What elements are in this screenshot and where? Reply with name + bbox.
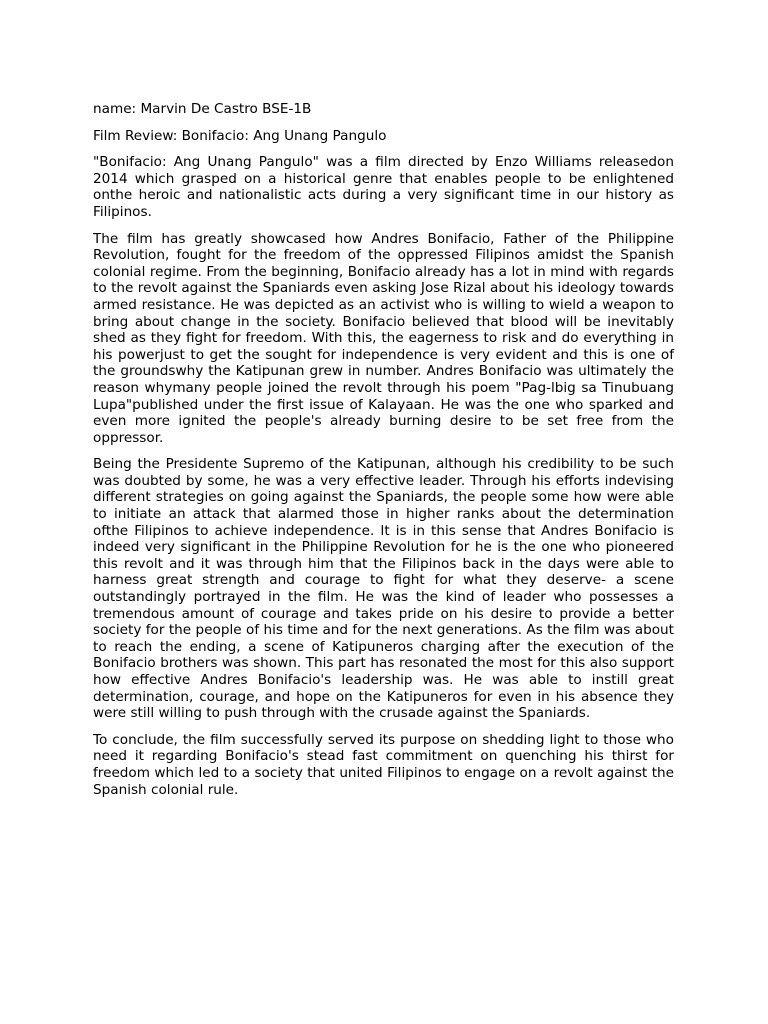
document-page bbox=[93, 101, 674, 798]
author-name-line: name: Marvin De Castro BSE-1B bbox=[93, 101, 312, 117]
paragraph-body-1: The film has greatly showcased how Andres Bonifacio, Father of the Philippine Revolution, fought for the freedom of the oppressed Filipinos amidst the Spanish colonial regime. From the beginning, Bonifacio already has a lot in mind with regards to the revolt against the Spaniards even asking Jose Rizal about his ideology towards armed resistance. He was depicted as an activist who is willing to wield a weapon to bring about change in the society. Bonifacio believed that blood will be inevitably shed as they fight for freedom. With this, the eagerness to risk and do everything in his powerjust to get the sought for independence is very evident and this is one of the groundswhy the Katipunan grew in number. Andres Bonifacio was ultimately the reason whymany people joined the revolt through his poem "Pag-lbig sa Tinubuang Lupa"published under the first issue of Kalayaan. He was the one who sparked and even more ignited the people's already burning desire to be set free from the oppressor. bbox=[93, 230, 674, 446]
paragraph-intro: "Bonifacio: Ang Unang Pangulo" was a film directed by Enzo Williams releasedon 2014 which grasped on a historical genre that enables people to be enlightened onthe heroic and nationalistic acts during a very significant time in our history as Filipinos. bbox=[93, 154, 674, 220]
paragraph-body-2: Being the Presidente Supremo of the Katipunan, although his credibility to be such was doubted by some, he was a very effective leader. Through his efforts indevising different strategies on going against the Spaniards, the people some how were able to initiate an attack that alarmed those in higher ranks about the determination ofthe Filipinos to achieve independence. It is in this sense that Andres Bonifacio is indeed very significant in the Philippine Revolution for he is the one who pioneered this revolt and it was through him that the Filipinos back in the days were able to harness great strength and courage to fight for what they deserve- a scene outstandingly portrayed in the film. He was the kind of leader who possesses a tremendous amount of courage and takes pride on his desire to provide a better society for the people of his time and for the next generations. As the film was about to reach the ending, a scene of Katipuneros charging after the execution of the Bonifacio brothers was shown. This part has resonated the most for this also support how effective Andres Bonifacio's leadership was. He was able to instill great determination, courage, and hope on the Katipuneros for even in his absence they were still willing to push through with the crusade against the Spaniards. bbox=[93, 456, 674, 722]
review-title: Film Review: Bonifacio: Ang Unang Pangulo bbox=[93, 127, 387, 144]
paragraph-conclusion: To conclude, the film successfully served its purpose on shedding light to those who need it regarding Bonifacio's stead fast commitment on quenching his thirst for freedom which led to a society that united Filipinos to engage on a revolt against the Spanish colonial rule. bbox=[93, 731, 674, 798]
